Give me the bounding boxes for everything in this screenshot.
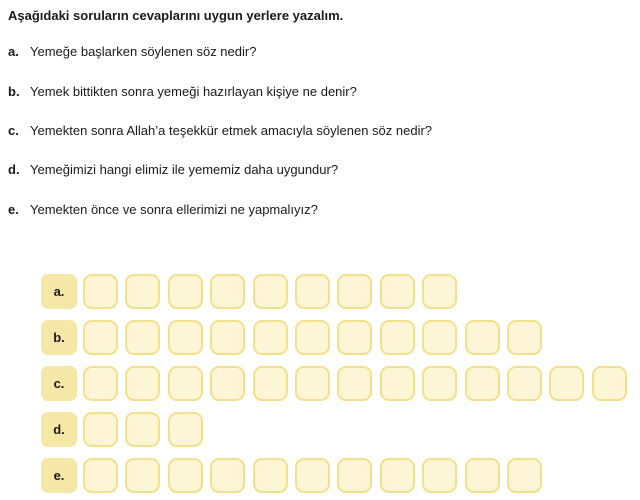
answer-box[interactable] bbox=[465, 366, 500, 401]
answer-box[interactable] bbox=[83, 320, 118, 355]
answer-box[interactable] bbox=[380, 320, 415, 355]
question-letter: d. bbox=[8, 162, 20, 177]
question-c bbox=[8, 123, 432, 138]
answer-box[interactable] bbox=[507, 366, 542, 401]
answer-box[interactable] bbox=[507, 458, 542, 493]
answer-row-label: e. bbox=[41, 458, 77, 493]
answer-box[interactable] bbox=[422, 458, 457, 493]
answer-box[interactable] bbox=[507, 320, 542, 355]
question-letter: b. bbox=[8, 84, 20, 99]
answer-box[interactable] bbox=[465, 320, 500, 355]
question-letter: c. bbox=[8, 123, 19, 138]
answer-box[interactable] bbox=[253, 366, 288, 401]
answer-box[interactable] bbox=[168, 458, 203, 493]
answer-box[interactable] bbox=[337, 458, 372, 493]
answer-box[interactable] bbox=[125, 320, 160, 355]
answer-box[interactable] bbox=[210, 458, 245, 493]
answer-row-label: b. bbox=[41, 320, 77, 355]
instruction-heading: Aşağıdaki soruların cevaplarını uygun yerlere yazalım. bbox=[8, 8, 344, 23]
question-letter: e. bbox=[8, 202, 19, 217]
answer-box[interactable] bbox=[83, 366, 118, 401]
answer-box[interactable] bbox=[380, 274, 415, 309]
answer-box[interactable] bbox=[295, 274, 330, 309]
question-text: Yemekten önce ve sonra ellerimizi ne yapmalıyız? bbox=[30, 202, 318, 217]
answer-box[interactable] bbox=[422, 366, 457, 401]
answer-box[interactable] bbox=[380, 458, 415, 493]
answer-box[interactable] bbox=[422, 274, 457, 309]
answer-row-label: d. bbox=[41, 412, 77, 447]
answer-box[interactable] bbox=[549, 366, 584, 401]
question-letter: a. bbox=[8, 44, 19, 59]
answer-box[interactable] bbox=[125, 458, 160, 493]
answer-box[interactable] bbox=[125, 366, 160, 401]
answer-box[interactable] bbox=[168, 366, 203, 401]
answer-box[interactable] bbox=[295, 458, 330, 493]
question-text: Yemeğimizi hangi elimiz ile yememiz daha uygundur? bbox=[30, 162, 339, 177]
answer-box[interactable] bbox=[83, 412, 118, 447]
answer-box[interactable] bbox=[83, 274, 118, 309]
answer-box[interactable] bbox=[253, 458, 288, 493]
answer-box[interactable] bbox=[592, 366, 627, 401]
answer-box[interactable] bbox=[422, 320, 457, 355]
question-text: Yemeğe başlarken söylenen söz nedir? bbox=[30, 44, 257, 59]
answer-box[interactable] bbox=[337, 366, 372, 401]
answer-row-label: c. bbox=[41, 366, 77, 401]
answer-box[interactable] bbox=[465, 458, 500, 493]
answer-box[interactable] bbox=[168, 320, 203, 355]
answer-box[interactable] bbox=[295, 320, 330, 355]
question-text: Yemek bittikten sonra yemeği hazırlayan kişiye ne denir? bbox=[30, 84, 357, 99]
answer-box[interactable] bbox=[125, 274, 160, 309]
answer-box[interactable] bbox=[253, 274, 288, 309]
answer-box[interactable] bbox=[337, 320, 372, 355]
answer-box[interactable] bbox=[380, 366, 415, 401]
answer-row-label: a. bbox=[41, 274, 77, 309]
question-a bbox=[8, 44, 256, 59]
answer-box[interactable] bbox=[168, 412, 203, 447]
answer-box[interactable] bbox=[337, 274, 372, 309]
question-d bbox=[8, 162, 338, 177]
answer-box[interactable] bbox=[210, 274, 245, 309]
answer-box[interactable] bbox=[83, 458, 118, 493]
answer-box[interactable] bbox=[168, 274, 203, 309]
question-b bbox=[8, 84, 357, 99]
answer-box[interactable] bbox=[210, 366, 245, 401]
answer-box[interactable] bbox=[125, 412, 160, 447]
answer-box[interactable] bbox=[210, 320, 245, 355]
answer-box[interactable] bbox=[253, 320, 288, 355]
question-text: Yemekten sonra Allah’a teşekkür etmek amacıyla söylenen söz nedir? bbox=[30, 123, 433, 138]
question-e bbox=[8, 202, 318, 217]
answer-box[interactable] bbox=[295, 366, 330, 401]
